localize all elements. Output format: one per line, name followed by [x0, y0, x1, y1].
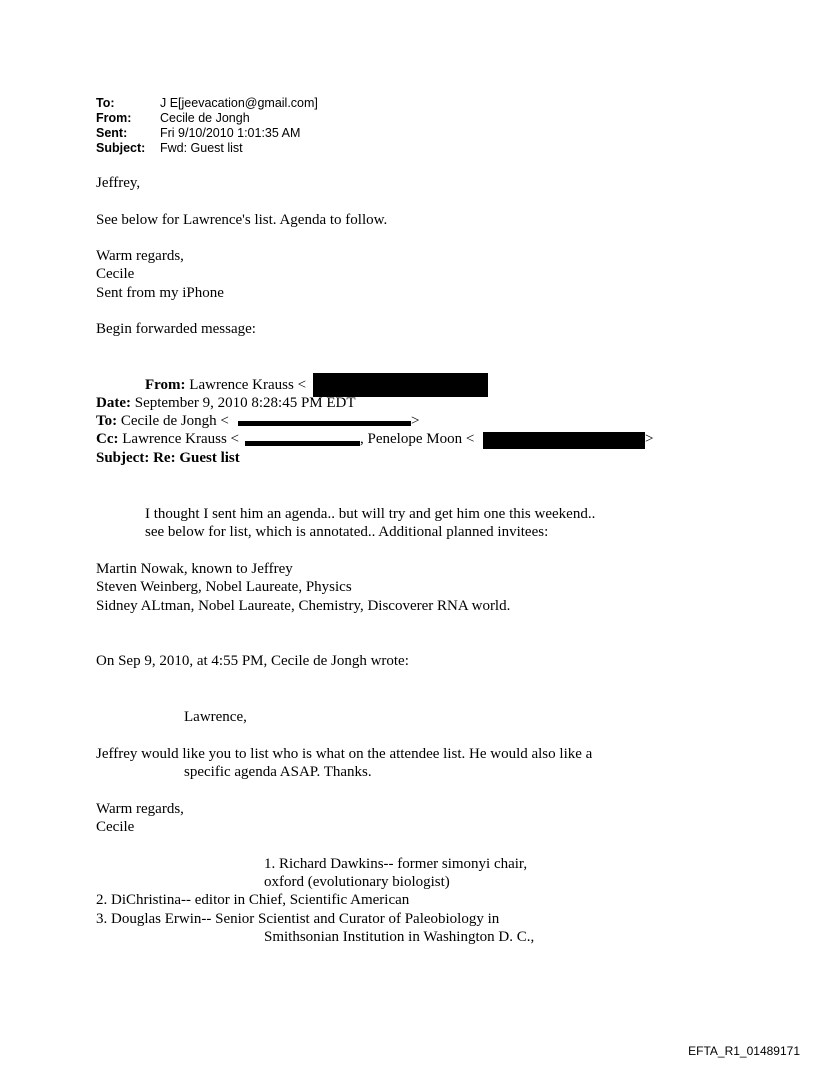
header-sent-row: [96, 126, 300, 141]
header-from-label: From:: [96, 111, 132, 125]
quoted-salutation: Lawrence,: [184, 709, 247, 725]
redaction-block: [245, 441, 360, 446]
header-to-row: [96, 96, 318, 111]
fwd-cc-end: >: [645, 431, 654, 447]
sent-from-line: Sent from my iPhone: [96, 285, 224, 301]
header-subject-row: [96, 141, 243, 156]
fwd-from-label: From:: [145, 377, 186, 393]
quoted-on-line: On Sep 9, 2010, at 4:55 PM, Cecile de Jongh wrote:: [96, 653, 409, 669]
reply-line-1: I thought I sent him an agenda.. but will try and get him one this weekend..: [145, 506, 596, 522]
fwd-to-value: Cecile de Jongh <: [120, 413, 229, 429]
fwd-cc-mid: , Penelope Moon <: [360, 431, 475, 447]
fwd-date-value: September 9, 2010 8:28:45 PM EDT: [134, 395, 356, 411]
fwd-from-row: [145, 376, 306, 394]
header-subject-value: Fwd: Guest list: [160, 141, 243, 155]
reply-line-2: see below for list, which is annotated.. Additional planned invitees:: [145, 524, 549, 540]
invitee-item: Steven Weinberg, Nobel Laureate, Physics: [96, 579, 352, 595]
fwd-cc-row: [96, 430, 239, 448]
fwd-date-label: Date:: [96, 395, 131, 411]
document-id: EFTA_R1_01489171: [688, 1044, 800, 1058]
quoted-closing: Warm regards,: [96, 801, 184, 817]
fwd-subject-row: [96, 449, 240, 467]
quoted-signature: Cecile: [96, 819, 135, 835]
quoted-line-2: specific agenda ASAP. Thanks.: [184, 764, 372, 780]
header-to-value: J E[jeevacation@gmail.com]: [160, 96, 318, 110]
fwd-cc-value: Lawrence Krauss <: [122, 431, 239, 447]
list-item-3: 3. Douglas Erwin-- Senior Scientist and Curator of Paleobiology in: [96, 911, 500, 927]
list-item-2: 2. DiChristina-- editor in Chief, Scientific American: [96, 892, 410, 908]
fwd-subject-label: Subject:: [96, 450, 150, 466]
header-sent-value: Fri 9/10/2010 1:01:35 AM: [160, 126, 301, 140]
quoted-line-1: Jeffrey would like you to list who is what on the attendee list. He would also like a: [96, 746, 593, 762]
list-item-1: 1. Richard Dawkins-- former simonyi chair,: [264, 856, 528, 872]
fwd-from-value: Lawrence Krauss <: [189, 377, 307, 393]
redaction-block: [483, 432, 645, 449]
signature: Cecile: [96, 266, 135, 282]
fwd-to-row: [96, 412, 229, 430]
fwd-subject-value: Re: Guest list: [153, 450, 240, 466]
header-sent-label: Sent:: [96, 126, 128, 140]
invitee-item: Sidney ALtman, Nobel Laureate, Chemistry, Discoverer RNA world.: [96, 598, 511, 614]
header-from-value: Cecile de Jongh: [160, 111, 250, 125]
fwd-to-end: >: [411, 413, 420, 429]
greeting: Jeffrey,: [96, 175, 141, 191]
fwd-to-label: To:: [96, 413, 118, 429]
begin-forwarded-line: Begin forwarded message:: [96, 321, 256, 337]
list-item-3-cont: Smithsonian Institution in Washington D. C.,: [264, 929, 535, 945]
header-to-label: To:: [96, 96, 115, 110]
closing: Warm regards,: [96, 248, 184, 264]
header-subject-label: Subject:: [96, 141, 146, 155]
header-from-row: [96, 111, 250, 126]
invitee-item: Martin Nowak, known to Jeffrey: [96, 561, 293, 577]
fwd-cc-label: Cc:: [96, 431, 119, 447]
body-line-1: See below for Lawrence's list. Agenda to follow.: [96, 212, 388, 228]
list-item-1-cont: oxford (evolutionary biologist): [264, 874, 450, 890]
fwd-date-row: [96, 394, 356, 412]
redaction-block: [238, 421, 411, 426]
